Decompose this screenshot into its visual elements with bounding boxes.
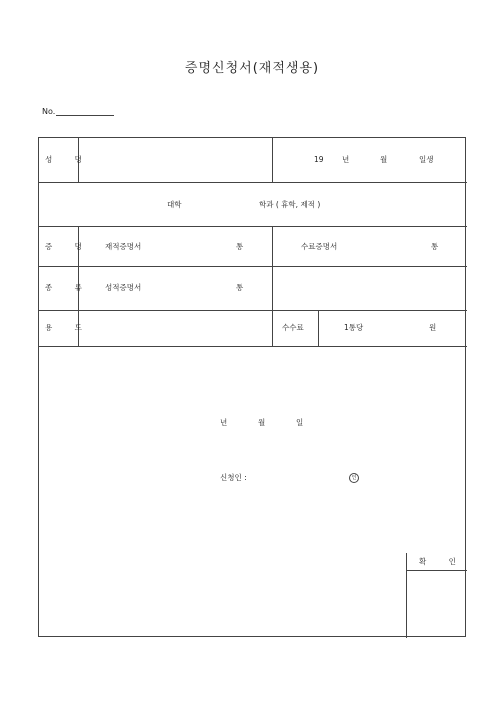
fee-per-copy-label: 1통당 <box>344 323 364 332</box>
university-label: 대학 <box>167 200 182 209</box>
confirmation-box <box>406 553 467 638</box>
column-divider <box>272 226 273 310</box>
applicant-label: 신청인 : <box>220 473 247 482</box>
purpose-field[interactable] <box>80 312 270 344</box>
currency-label: 원 <box>429 323 437 332</box>
fee-label: 수수료 <box>282 323 304 332</box>
row-divider <box>39 266 467 267</box>
transcript-unit: 통 <box>236 283 244 292</box>
completion-certificate-label: 수료증명서 <box>301 242 338 251</box>
birth-month-label: 월 <box>380 155 388 164</box>
cert-type-label-top: 증 명 <box>45 242 92 251</box>
document-number-field[interactable] <box>56 107 114 116</box>
application-year-label: 년 <box>220 418 228 427</box>
confirmation-divider <box>407 570 467 571</box>
birth-year-label: 년 <box>342 155 350 164</box>
enrollment-certificate-unit: 통 <box>236 242 244 251</box>
row-divider <box>39 182 467 183</box>
applicant-seal-mark <box>349 472 359 483</box>
birth-day-label: 일생 <box>419 155 434 164</box>
column-divider <box>272 138 273 182</box>
document-number <box>42 107 114 116</box>
transcript-label: 성적증명서 <box>105 283 142 292</box>
completion-certificate-unit: 통 <box>431 242 439 251</box>
document-number-label: No. <box>42 107 56 116</box>
row-divider <box>39 310 467 311</box>
name-field[interactable] <box>80 140 270 180</box>
birth-year-prefix: 19 <box>314 155 324 164</box>
row-divider <box>39 346 467 347</box>
column-divider <box>318 310 319 346</box>
seal-icon: 인 <box>349 473 359 483</box>
application-month-label: 월 <box>258 418 266 427</box>
application-form <box>38 137 466 637</box>
purpose-label: 용 도 <box>45 323 92 332</box>
row-divider <box>39 226 467 227</box>
name-label: 성 명 <box>45 155 92 164</box>
page-title: 증명신청서(재적생용) <box>184 61 320 76</box>
enrollment-certificate-label: 재적증명서 <box>105 242 142 251</box>
confirmation-label: 확 인 <box>419 557 466 566</box>
application-day-label: 일 <box>296 418 304 427</box>
department-label: 학과 ( 휴학, 제적 ) <box>259 200 321 209</box>
cert-type-label-bottom: 종 류 <box>45 283 92 292</box>
column-divider <box>272 310 273 346</box>
